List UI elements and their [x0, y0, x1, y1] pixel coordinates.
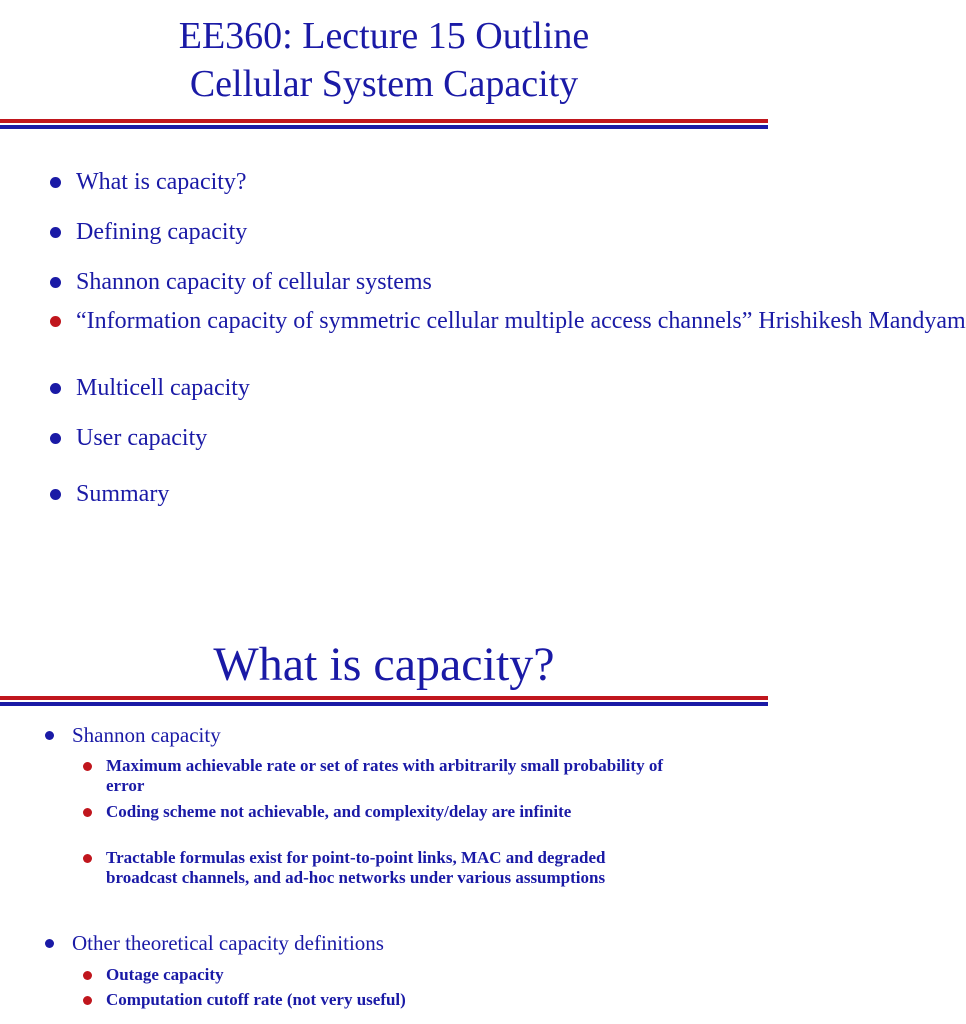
bullet-dot-icon	[50, 227, 61, 238]
slide-title: What is capacity?	[213, 638, 555, 691]
bullet-dot-icon	[45, 939, 54, 948]
bullet-dot-icon	[50, 489, 61, 500]
bullet-dot-icon	[45, 731, 54, 740]
bullet-dot-icon	[50, 433, 61, 444]
sub-bullet-dot-icon	[50, 316, 61, 327]
sub-bullet-dot-icon	[83, 971, 92, 980]
sub-bullet-dot-icon	[83, 808, 92, 817]
bullet-dot-icon	[50, 277, 61, 288]
bullet-dot-icon	[50, 177, 61, 188]
slide-what-is-capacity: What is capacity? Shannon capacity Maximum achievable rate or set of rates with arbitrarily small probability of error Coding scheme not achievable, and complexity/delay are infinite Tractable formulas exist for point-to-point links, MAC and degraded broadcast channels, and ad-hoc networks under various assumptions Other theoretical capacity definitions Outage capacity Computation cutoff rate (not very useful)	[0, 512, 768, 1024]
bullet-dot-icon	[50, 383, 61, 394]
slide-lecture-outline: EE360: Lecture 15 Outline Cellular System Capacity What is capacity? Defining capacity Shannon capacity of cellular systems “Information capacity of symmetric cellular multiple access channels” Hrishikesh Mandyam Multicell capacity User capacity Summary	[0, 0, 768, 512]
sub-bullet-dot-icon	[83, 854, 92, 863]
sub-bullet-dot-icon	[83, 762, 92, 771]
sub-bullet-dot-icon	[83, 996, 92, 1005]
title-divider	[0, 696, 768, 706]
slide-title-line2: Cellular System Capacity	[189, 63, 579, 105]
title-divider	[0, 119, 768, 129]
slide-title-line1: EE360: Lecture 15 Outline	[178, 15, 590, 57]
